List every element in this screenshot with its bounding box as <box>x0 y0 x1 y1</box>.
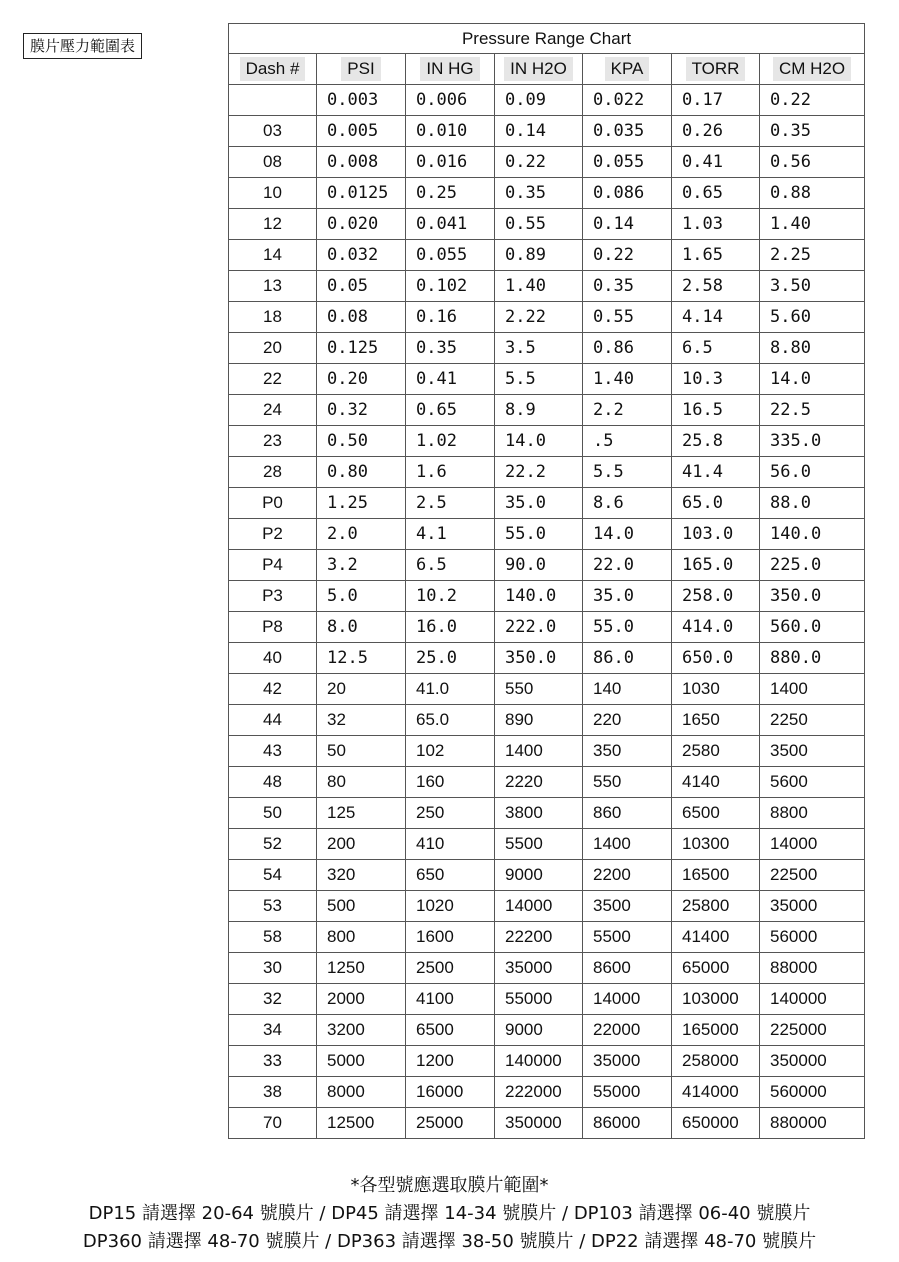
dash-cell: 10 <box>229 178 317 209</box>
value-cell: 1600 <box>406 922 495 953</box>
value-cell: 414000 <box>672 1077 760 1108</box>
dash-cell: 40 <box>229 643 317 674</box>
value-cell: 0.50 <box>317 426 406 457</box>
dash-cell: 14 <box>229 240 317 271</box>
table-row <box>229 457 865 488</box>
value-cell: 2.58 <box>672 271 760 302</box>
value-cell: 0.016 <box>406 147 495 178</box>
value-cell: 410 <box>406 829 495 860</box>
value-cell: 10.3 <box>672 364 760 395</box>
value-cell: 350000 <box>760 1046 865 1077</box>
value-cell: 55000 <box>495 984 583 1015</box>
value-cell: 1.03 <box>672 209 760 240</box>
value-cell: 0.003 <box>317 85 406 116</box>
table-row <box>229 550 865 581</box>
dash-cell: 42 <box>229 674 317 705</box>
value-cell: 2.0 <box>317 519 406 550</box>
value-cell: 0.08 <box>317 302 406 333</box>
value-cell: 0.35 <box>583 271 672 302</box>
value-cell: 5500 <box>495 829 583 860</box>
value-cell: 0.22 <box>760 85 865 116</box>
value-cell: 4.1 <box>406 519 495 550</box>
column-header: IN HG <box>406 54 495 85</box>
value-cell: 1.40 <box>760 209 865 240</box>
value-cell: 650 <box>406 860 495 891</box>
value-cell: 0.80 <box>317 457 406 488</box>
dash-cell: 22 <box>229 364 317 395</box>
value-cell: 2.22 <box>495 302 583 333</box>
column-header: CM H2O <box>760 54 865 85</box>
value-cell: 2.2 <box>583 395 672 426</box>
value-cell: 0.14 <box>583 209 672 240</box>
value-cell: 41.0 <box>406 674 495 705</box>
value-cell: 6.5 <box>406 550 495 581</box>
dash-cell: 13 <box>229 271 317 302</box>
value-cell: 860 <box>583 798 672 829</box>
value-cell: 0.006 <box>406 85 495 116</box>
value-cell: 165.0 <box>672 550 760 581</box>
value-cell: 103000 <box>672 984 760 1015</box>
table-row <box>229 1108 865 1139</box>
value-cell: 1650 <box>672 705 760 736</box>
value-cell: 35.0 <box>495 488 583 519</box>
value-cell: 650.0 <box>672 643 760 674</box>
value-cell: 320 <box>317 860 406 891</box>
value-cell: 103.0 <box>672 519 760 550</box>
value-cell: 14.0 <box>495 426 583 457</box>
value-cell: 2220 <box>495 767 583 798</box>
value-cell: 22.5 <box>760 395 865 426</box>
value-cell: 5.60 <box>760 302 865 333</box>
value-cell: 350.0 <box>495 643 583 674</box>
value-cell: 2000 <box>317 984 406 1015</box>
value-cell: 140 <box>583 674 672 705</box>
value-cell: 1.25 <box>317 488 406 519</box>
selection-notes <box>0 1172 899 1256</box>
value-cell: 4.14 <box>672 302 760 333</box>
value-cell: 0.26 <box>672 116 760 147</box>
table-row <box>229 333 865 364</box>
dash-cell: 20 <box>229 333 317 364</box>
value-cell: 0.05 <box>317 271 406 302</box>
dash-cell: 43 <box>229 736 317 767</box>
value-cell: 1030 <box>672 674 760 705</box>
value-cell: 2250 <box>760 705 865 736</box>
value-cell: 0.35 <box>760 116 865 147</box>
value-cell: 3500 <box>760 736 865 767</box>
value-cell: 35000 <box>495 953 583 984</box>
value-cell: 0.22 <box>583 240 672 271</box>
value-cell: 335.0 <box>760 426 865 457</box>
table-body <box>229 85 865 1139</box>
table-row <box>229 240 865 271</box>
value-cell: 650000 <box>672 1108 760 1139</box>
value-cell: 0.14 <box>495 116 583 147</box>
value-cell: 1400 <box>495 736 583 767</box>
value-cell: 0.55 <box>583 302 672 333</box>
value-cell: 8600 <box>583 953 672 984</box>
value-cell: 50 <box>317 736 406 767</box>
table-row <box>229 736 865 767</box>
value-cell: 6.5 <box>672 333 760 364</box>
value-cell: 140000 <box>760 984 865 1015</box>
table-row <box>229 674 865 705</box>
value-cell: 0.25 <box>406 178 495 209</box>
value-cell: 1.02 <box>406 426 495 457</box>
dash-cell: 12 <box>229 209 317 240</box>
table-row <box>229 178 865 209</box>
table-title: Pressure Range Chart <box>229 24 865 54</box>
table-row <box>229 395 865 426</box>
table-row <box>229 705 865 736</box>
value-cell: 14000 <box>760 829 865 860</box>
value-cell: 258.0 <box>672 581 760 612</box>
value-cell: 880000 <box>760 1108 865 1139</box>
value-cell: 3500 <box>583 891 672 922</box>
value-cell: 65.0 <box>672 488 760 519</box>
value-cell: 350 <box>583 736 672 767</box>
value-cell: 1400 <box>583 829 672 860</box>
value-cell: 0.35 <box>406 333 495 364</box>
value-cell: 258000 <box>672 1046 760 1077</box>
value-cell: 88.0 <box>760 488 865 519</box>
table-row <box>229 767 865 798</box>
value-cell: 16500 <box>672 860 760 891</box>
dash-cell: 30 <box>229 953 317 984</box>
value-cell: 0.041 <box>406 209 495 240</box>
dash-cell: 52 <box>229 829 317 860</box>
value-cell: 0.20 <box>317 364 406 395</box>
value-cell: 560.0 <box>760 612 865 643</box>
value-cell: 102 <box>406 736 495 767</box>
dash-cell: P3 <box>229 581 317 612</box>
value-cell: 4100 <box>406 984 495 1015</box>
value-cell: 2200 <box>583 860 672 891</box>
dash-cell: 33 <box>229 1046 317 1077</box>
value-cell: 350.0 <box>760 581 865 612</box>
value-cell: 2.25 <box>760 240 865 271</box>
column-header: PSI <box>317 54 406 85</box>
dash-cell: 53 <box>229 891 317 922</box>
value-cell: 8.0 <box>317 612 406 643</box>
value-cell: 0.16 <box>406 302 495 333</box>
value-cell: 25.0 <box>406 643 495 674</box>
dash-cell: 50 <box>229 798 317 829</box>
value-cell: 6500 <box>406 1015 495 1046</box>
value-cell: 8800 <box>760 798 865 829</box>
table-row <box>229 85 865 116</box>
value-cell: 5600 <box>760 767 865 798</box>
value-cell: 55.0 <box>583 612 672 643</box>
value-cell: 165000 <box>672 1015 760 1046</box>
value-cell: 88000 <box>760 953 865 984</box>
value-cell: 140.0 <box>495 581 583 612</box>
value-cell: 56.0 <box>760 457 865 488</box>
value-cell: 10.2 <box>406 581 495 612</box>
value-cell: 56000 <box>760 922 865 953</box>
value-cell: 500 <box>317 891 406 922</box>
value-cell: 16.5 <box>672 395 760 426</box>
dash-cell: 70 <box>229 1108 317 1139</box>
dash-cell: 58 <box>229 922 317 953</box>
table-row <box>229 364 865 395</box>
value-cell: 1.6 <box>406 457 495 488</box>
value-cell: 0.35 <box>495 178 583 209</box>
dash-cell: 32 <box>229 984 317 1015</box>
table-row <box>229 612 865 643</box>
value-cell: 222000 <box>495 1077 583 1108</box>
table-row <box>229 147 865 178</box>
table-row <box>229 798 865 829</box>
value-cell: .5 <box>583 426 672 457</box>
value-cell: 10300 <box>672 829 760 860</box>
value-cell: 0.86 <box>583 333 672 364</box>
value-cell: 5.5 <box>495 364 583 395</box>
value-cell: 225000 <box>760 1015 865 1046</box>
column-header: IN H2O <box>495 54 583 85</box>
dash-cell: 24 <box>229 395 317 426</box>
value-cell: 0.035 <box>583 116 672 147</box>
value-cell: 0.89 <box>495 240 583 271</box>
value-cell: 3200 <box>317 1015 406 1046</box>
table-row <box>229 581 865 612</box>
table-row <box>229 1077 865 1108</box>
value-cell: 0.0125 <box>317 178 406 209</box>
value-cell: 16.0 <box>406 612 495 643</box>
value-cell: 1.40 <box>583 364 672 395</box>
value-cell: 5000 <box>317 1046 406 1077</box>
value-cell: 2580 <box>672 736 760 767</box>
value-cell: 22500 <box>760 860 865 891</box>
table-row <box>229 922 865 953</box>
value-cell: 22200 <box>495 922 583 953</box>
value-cell: 250 <box>406 798 495 829</box>
table-row <box>229 271 865 302</box>
value-cell: 5.5 <box>583 457 672 488</box>
value-cell: 86000 <box>583 1108 672 1139</box>
value-cell: 1020 <box>406 891 495 922</box>
value-cell: 8.9 <box>495 395 583 426</box>
table-row <box>229 488 865 519</box>
dash-cell: 48 <box>229 767 317 798</box>
table-row <box>229 1015 865 1046</box>
table-row <box>229 643 865 674</box>
value-cell: 0.010 <box>406 116 495 147</box>
value-cell: 220 <box>583 705 672 736</box>
value-cell: 25800 <box>672 891 760 922</box>
value-cell: 550 <box>583 767 672 798</box>
value-cell: 12500 <box>317 1108 406 1139</box>
value-cell: 65.0 <box>406 705 495 736</box>
dash-cell <box>229 85 317 116</box>
value-cell: 0.022 <box>583 85 672 116</box>
value-cell: 12.5 <box>317 643 406 674</box>
value-cell: 880.0 <box>760 643 865 674</box>
value-cell: 890 <box>495 705 583 736</box>
value-cell: 0.032 <box>317 240 406 271</box>
column-header: TORR <box>672 54 760 85</box>
value-cell: 20 <box>317 674 406 705</box>
table-row <box>229 860 865 891</box>
value-cell: 65000 <box>672 953 760 984</box>
dash-cell: P2 <box>229 519 317 550</box>
table-row <box>229 209 865 240</box>
value-cell: 560000 <box>760 1077 865 1108</box>
value-cell: 0.65 <box>672 178 760 209</box>
value-cell: 0.41 <box>406 364 495 395</box>
dash-cell: P0 <box>229 488 317 519</box>
value-cell: 0.17 <box>672 85 760 116</box>
value-cell: 14000 <box>495 891 583 922</box>
value-cell: 16000 <box>406 1077 495 1108</box>
value-cell: 0.020 <box>317 209 406 240</box>
value-cell: 5.0 <box>317 581 406 612</box>
value-cell: 1250 <box>317 953 406 984</box>
header-row <box>229 54 865 85</box>
column-header: KPA <box>583 54 672 85</box>
dash-cell: 44 <box>229 705 317 736</box>
table-row <box>229 953 865 984</box>
value-cell: 14000 <box>583 984 672 1015</box>
value-cell: 0.88 <box>760 178 865 209</box>
value-cell: 3.2 <box>317 550 406 581</box>
value-cell: 140000 <box>495 1046 583 1077</box>
dash-cell: P8 <box>229 612 317 643</box>
value-cell: 35000 <box>760 891 865 922</box>
notes-heading: *各型號應選取膜片範圍* <box>350 1175 549 1196</box>
value-cell: 2500 <box>406 953 495 984</box>
notes-line: DP360 請選擇 48-70 號膜片 / DP363 請選擇 38-50 號膜片 / DP22 請選擇 48-70 號膜片 <box>82 1231 817 1252</box>
value-cell: 0.055 <box>583 147 672 178</box>
value-cell: 1400 <box>760 674 865 705</box>
value-cell: 32 <box>317 705 406 736</box>
value-cell: 0.005 <box>317 116 406 147</box>
value-cell: 1.40 <box>495 271 583 302</box>
value-cell: 41400 <box>672 922 760 953</box>
pressure-range-table <box>228 23 865 1139</box>
value-cell: 0.055 <box>406 240 495 271</box>
dash-cell: 23 <box>229 426 317 457</box>
value-cell: 35.0 <box>583 581 672 612</box>
table-row <box>229 302 865 333</box>
value-cell: 9000 <box>495 1015 583 1046</box>
dash-cell: 03 <box>229 116 317 147</box>
value-cell: 3.50 <box>760 271 865 302</box>
value-cell: 80 <box>317 767 406 798</box>
value-cell: 160 <box>406 767 495 798</box>
value-cell: 225.0 <box>760 550 865 581</box>
value-cell: 3.5 <box>495 333 583 364</box>
value-cell: 800 <box>317 922 406 953</box>
value-cell: 414.0 <box>672 612 760 643</box>
value-cell: 22.2 <box>495 457 583 488</box>
value-cell: 35000 <box>583 1046 672 1077</box>
value-cell: 0.086 <box>583 178 672 209</box>
value-cell: 0.32 <box>317 395 406 426</box>
value-cell: 6500 <box>672 798 760 829</box>
value-cell: 1200 <box>406 1046 495 1077</box>
value-cell: 0.008 <box>317 147 406 178</box>
value-cell: 140.0 <box>760 519 865 550</box>
value-cell: 55.0 <box>495 519 583 550</box>
table-row <box>229 426 865 457</box>
dash-cell: P4 <box>229 550 317 581</box>
value-cell: 0.22 <box>495 147 583 178</box>
value-cell: 0.55 <box>495 209 583 240</box>
value-cell: 200 <box>317 829 406 860</box>
value-cell: 5500 <box>583 922 672 953</box>
value-cell: 222.0 <box>495 612 583 643</box>
value-cell: 0.41 <box>672 147 760 178</box>
value-cell: 22000 <box>583 1015 672 1046</box>
value-cell: 22.0 <box>583 550 672 581</box>
table-row <box>229 519 865 550</box>
dash-cell: 18 <box>229 302 317 333</box>
document-label: 膜片壓力範圍表 <box>23 33 142 59</box>
table-row <box>229 116 865 147</box>
value-cell: 86.0 <box>583 643 672 674</box>
value-cell: 8000 <box>317 1077 406 1108</box>
value-cell: 9000 <box>495 860 583 891</box>
table-row <box>229 1046 865 1077</box>
notes-line: DP15 請選擇 20-64 號膜片 / DP45 請選擇 14-34 號膜片 / DP103 請選擇 06-40 號膜片 <box>88 1203 811 1224</box>
value-cell: 14.0 <box>760 364 865 395</box>
value-cell: 550 <box>495 674 583 705</box>
value-cell: 14.0 <box>583 519 672 550</box>
value-cell: 350000 <box>495 1108 583 1139</box>
value-cell: 125 <box>317 798 406 829</box>
column-header: Dash # <box>229 54 317 85</box>
value-cell: 8.80 <box>760 333 865 364</box>
value-cell: 0.125 <box>317 333 406 364</box>
dash-cell: 08 <box>229 147 317 178</box>
dash-cell: 38 <box>229 1077 317 1108</box>
value-cell: 0.65 <box>406 395 495 426</box>
table-row <box>229 829 865 860</box>
dash-cell: 28 <box>229 457 317 488</box>
value-cell: 3800 <box>495 798 583 829</box>
dash-cell: 54 <box>229 860 317 891</box>
value-cell: 2.5 <box>406 488 495 519</box>
table-row <box>229 891 865 922</box>
value-cell: 25000 <box>406 1108 495 1139</box>
value-cell: 55000 <box>583 1077 672 1108</box>
value-cell: 0.09 <box>495 85 583 116</box>
value-cell: 25.8 <box>672 426 760 457</box>
value-cell: 0.102 <box>406 271 495 302</box>
dash-cell: 34 <box>229 1015 317 1046</box>
value-cell: 8.6 <box>583 488 672 519</box>
value-cell: 90.0 <box>495 550 583 581</box>
value-cell: 4140 <box>672 767 760 798</box>
table-row <box>229 984 865 1015</box>
value-cell: 41.4 <box>672 457 760 488</box>
value-cell: 0.56 <box>760 147 865 178</box>
value-cell: 1.65 <box>672 240 760 271</box>
